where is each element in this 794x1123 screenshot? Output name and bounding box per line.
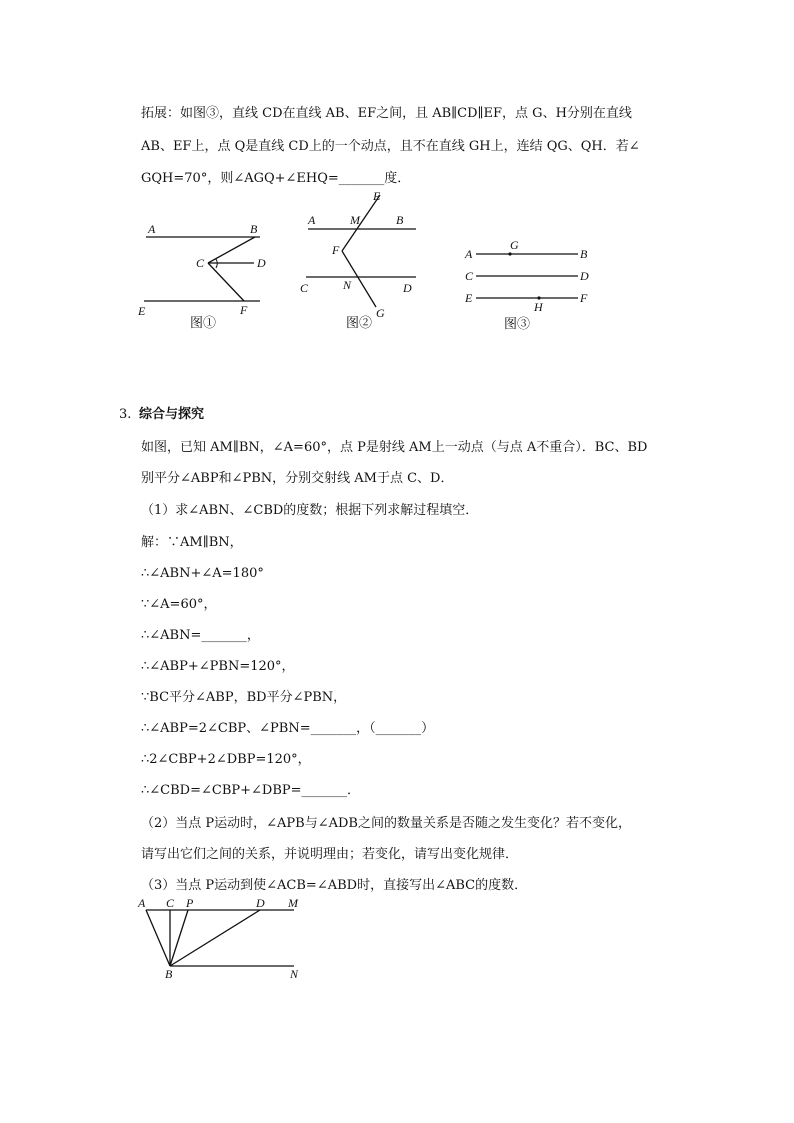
solution-line: ∴∠ABN=_______， xyxy=(141,628,260,643)
fig1-line-bc xyxy=(208,237,255,263)
fig2-label-c: C xyxy=(300,281,309,295)
fig3-label-a: A xyxy=(465,247,473,261)
fig4-line-db xyxy=(170,910,260,966)
fig4-label-c: C xyxy=(166,896,175,910)
fig1-label-b: B xyxy=(250,222,258,236)
fig4-line-ab xyxy=(146,910,170,966)
fig4-label-a: A xyxy=(138,896,146,910)
fig1-line-cf xyxy=(208,263,244,301)
fig2-label-e: E xyxy=(373,189,381,203)
fig1-label-e: E xyxy=(138,304,146,318)
question-number: 3. xyxy=(119,407,132,422)
solution-line: ∴∠ABN+∠A=180° xyxy=(141,566,264,581)
fig2-label-b: B xyxy=(396,213,404,227)
fig1-label-d: D xyxy=(257,256,266,270)
question-stem-1: 如图，已知 AM∥BN，∠A=60°，点 P是射线 AM上一动点（与点 A不重合）．BC、BD xyxy=(141,440,648,455)
fig4-label-n: N xyxy=(290,967,299,981)
fig3-label-f: F xyxy=(580,291,588,305)
solution-line: ∴2∠CBP+2∠DBP=120°， xyxy=(141,752,311,767)
part-1-prompt: （1）求∠ABN、∠CBD的度数；根据下列求解过程填空． xyxy=(141,503,479,518)
figure-2 xyxy=(298,185,428,335)
fig4-label-m: M xyxy=(288,896,298,910)
solution-line: ∴∠ABP+∠PBN=120°， xyxy=(141,659,295,674)
extend-line-1: 拓展：如图③，直线 CD在直线 AB、EF之间，且 AB∥CD∥EF，点 G、H分别在直线 xyxy=(141,106,632,121)
fig2-label-g: G xyxy=(376,306,385,320)
fig4-label-b: B xyxy=(165,967,173,981)
figure-4 xyxy=(132,894,322,984)
fig3-label-b: B xyxy=(580,247,588,261)
fig3-point-g xyxy=(508,252,511,255)
fig2-label-m: M xyxy=(350,213,360,227)
extend-line-2: AB、EF上，点 Q是直线 CD上的一个动点，且不在直线 GH上，连结 QG、QH．若∠ xyxy=(141,139,640,154)
part-3-prompt: （3）当点 P运动到使∠ACB=∠ABD时，直接写出∠ABC的度数． xyxy=(141,878,528,893)
fig2-label-a: A xyxy=(308,213,316,227)
solution-line: ∴∠CBD=∠CBP+∠DBP=_______． xyxy=(141,783,361,798)
fig2-line-ef xyxy=(342,195,380,251)
fig4-line-pb xyxy=(170,910,188,966)
fig3-label-g: G xyxy=(510,238,519,252)
fig2-label-n: N xyxy=(343,278,352,292)
fig1-label-a: A xyxy=(148,222,156,236)
solution-line: 解：∵AM∥BN， xyxy=(141,535,243,550)
question-stem-2: 别平分∠ABP和∠PBN，分别交射线 AM于点 C、D． xyxy=(141,471,454,486)
fig1-label-f: F xyxy=(240,303,248,317)
solution-line: ∴∠ABP=2∠CBP、∠PBN=_______，（_______） xyxy=(141,721,435,736)
fig1-label-c: C xyxy=(196,256,205,270)
fig1-caption: 图① xyxy=(190,315,217,330)
fig4-label-p: P xyxy=(186,896,194,910)
fig3-label-h: H xyxy=(534,300,543,314)
fig3-label-d: D xyxy=(580,269,589,283)
fig4-label-d: D xyxy=(256,896,265,910)
fig3-label-e: E xyxy=(465,291,473,305)
fig3-label-c: C xyxy=(465,269,474,283)
solution-line: ∵BC平分∠ABP，BD平分∠PBN， xyxy=(141,690,347,705)
part-2-prompt-2: 请写出它们之间的关系，并说明理由；若变化，请写出变化规律． xyxy=(141,847,519,862)
fig2-label-f: F xyxy=(332,243,340,257)
part-2-prompt-1: （2）当点 P运动时，∠APB与∠ADB之间的数量关系是否随之发生变化？若不变化， xyxy=(141,816,631,831)
extend-line-3: GQH=70°，则∠AGQ+∠EHQ=_______度． xyxy=(141,171,411,186)
figure-1 xyxy=(130,215,280,335)
fig3-caption: 图③ xyxy=(504,316,531,331)
fig2-label-d: D xyxy=(403,281,412,295)
solution-line: ∵∠A=60°， xyxy=(141,597,217,612)
question-title: 综合与探究 xyxy=(139,407,205,422)
figure-3 xyxy=(460,236,600,336)
fig2-caption: 图② xyxy=(346,315,373,330)
